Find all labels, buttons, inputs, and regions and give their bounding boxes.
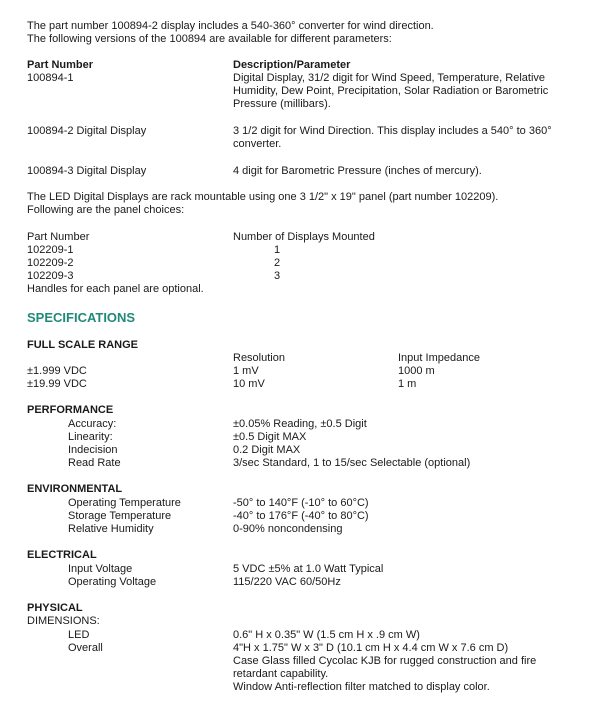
electrical-value-operating-voltage: 115/220 VAC 60/50Hz [233,576,341,588]
physical-overall-label: Overall [68,642,103,654]
parts-row-3-desc: 4 digit for Barometric Pressure (inches of mercury). [233,165,482,177]
rack-line-2: Following are the panel choices: [27,204,185,216]
panel-header-count: Number of Displays Mounted [233,231,375,243]
panel-row-3-count: 3 [274,270,281,282]
physical-title: PHYSICAL [27,602,83,614]
full-scale-row-1-range: ±1.999 VDC [27,365,87,377]
physical-window-text: Window Anti-reflection filter matched to display color. [233,681,490,693]
rack-line-1: The LED Digital Displays are rack mountable using one 3 1/2" x 19" panel (part number 102209). [27,191,499,203]
electrical-label-operating-voltage: Operating Voltage [68,576,157,588]
panel-note: Handles for each panel are optional. [27,283,204,295]
panel-row-1-count: 1 [274,244,281,256]
environmental-value-operating-temp: -50° to 140°F (-10° to 60°C) [233,497,369,509]
parts-row-3-part: 100894-3 Digital Display [27,165,147,177]
parts-header-desc: Description/Parameter [233,59,351,71]
full-scale-row-2-range: ±19.99 VDC [27,378,87,390]
parts-row-2-desc: 3 1/2 digit for Wind Direction. This display includes a 540° to 360° converter. [233,125,552,150]
panel-row-2-count: 2 [274,257,281,269]
physical-led-label: LED [68,629,90,641]
electrical-value-input-voltage: 5 VDC ±5% at 1.0 Watt Typical [233,563,384,575]
full-scale-row-1-resolution: 1 mV [233,365,259,377]
panel-row-2-part: 102209-2 [27,257,74,269]
physical-dimensions-label: DIMENSIONS: [27,615,100,627]
physical-case-text: Case Glass filled Cycolac KJB for rugged construction and fire retardant capability. [233,655,537,680]
full-scale-row-1-impedance: 1000 m [398,365,435,377]
parts-row-1-part: 100894-1 [27,72,74,84]
full-scale-row-2-impedance: 1 m [398,378,417,390]
intro-line-1: The part number 100894-2 display includes a 540-360° converter for wind direction. [27,20,434,32]
environmental-label-storage-temp: Storage Temperature [68,510,172,522]
environmental-value-humidity: 0-90% noncondensing [233,523,343,535]
panel-row-3-part: 102209-3 [27,270,74,282]
environmental-title: ENVIRONMENTAL [27,483,123,495]
electrical-title: ELECTRICAL [27,549,97,561]
parts-row-2-part: 100894-2 Digital Display [27,125,147,137]
performance-label-read-rate: Read Rate [68,457,121,469]
performance-value-read-rate: 3/sec Standard, 1 to 15/sec Selectable (optional) [233,457,471,469]
electrical-label-input-voltage: Input Voltage [68,563,133,575]
performance-label-indecision: Indecision [68,444,118,456]
physical-led-value: 0.6" H x 0.35" W (1.5 cm H x .9 cm W) [233,629,420,641]
parts-header-part: Part Number [27,59,94,71]
full-scale-title: FULL SCALE RANGE [27,339,139,351]
full-scale-header-resolution: Resolution [233,352,285,364]
environmental-label-operating-temp: Operating Temperature [68,497,181,509]
environmental-value-storage-temp: -40° to 176°F (-40° to 80°C) [233,510,369,522]
performance-title: PERFORMANCE [27,404,114,416]
panel-row-1-part: 102209-1 [27,244,74,256]
performance-label-linearity: Linearity: [68,431,113,443]
environmental-label-humidity: Relative Humidity [68,523,154,535]
performance-value-accuracy: ±0.05% Reading, ±0.5 Digit [233,418,367,430]
performance-label-accuracy: Accuracy: [68,418,117,430]
full-scale-row-2-resolution: 10 mV [233,378,265,390]
full-scale-header-impedance: Input Impedance [398,352,480,364]
parts-row-1-desc: Digital Display, 31/2 digit for Wind Speed, Temperature, Relative Humidity, Dew Point, Precipitation, Solar Radiation or Barometric Pressure (millibars). [233,72,549,110]
specifications-title: SPECIFICATIONS [27,310,136,325]
performance-value-linearity: ±0.5 Digit MAX [233,431,307,443]
physical-overall-value: 4"H x 1.75" W x 3" D (10.1 cm H x 4.4 cm W x 7.6 cm D) [233,642,509,654]
panel-header-part: Part Number [27,231,90,243]
intro-line-2: The following versions of the 100894 are available for different parameters: [27,33,392,45]
performance-value-indecision: 0.2 Digit MAX [233,444,301,456]
